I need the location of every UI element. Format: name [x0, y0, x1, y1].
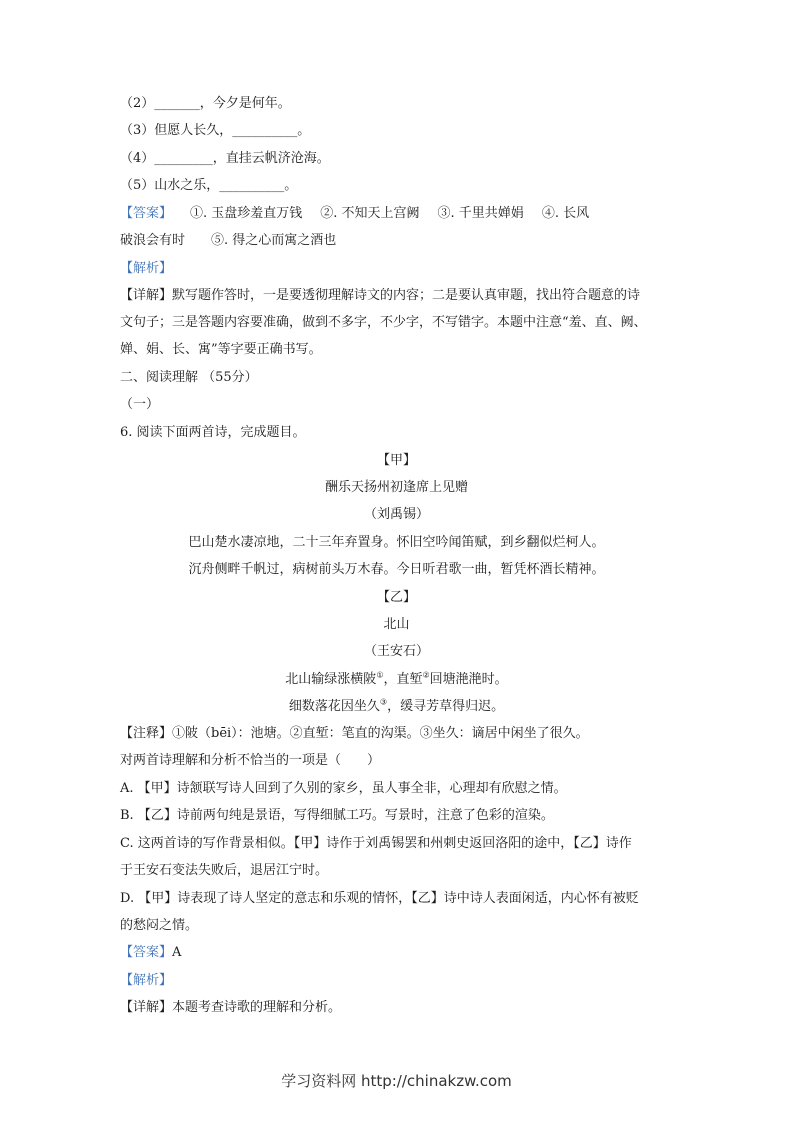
poem-b-line-1-part-c: 回塘滟滟时。	[429, 672, 508, 687]
answer-part-3: ③. 千里共婵娟	[437, 206, 524, 221]
answer-part-4-cont: 破浪会有时	[120, 233, 186, 248]
answer-part-5: ⑤. 得之心而寓之酒也	[211, 233, 337, 248]
poem-b-line-1	[0, 671, 793, 689]
analysis-tag-1: 【解析】	[120, 261, 173, 276]
poem-a-line-1: 巴山楚水凄凉地，二十三年弃置身。怀旧空吟闻笛赋，到乡翻似烂柯人。	[188, 535, 605, 550]
question-stem: 对两首诗理解和分析不恰当的一项是（ ）	[120, 753, 381, 768]
poem-b-title: 北山	[383, 617, 410, 632]
analysis-tag-2: 【解析】	[120, 973, 173, 988]
option-a: A. 【甲】诗颔联写诗人回到了久别的家乡，虽人事全非，心理却有欣慰之情。	[120, 781, 567, 796]
detail-tag-1: 【详解】	[120, 288, 173, 303]
poem-b-label: 【乙】	[376, 590, 416, 605]
answer-line-q6	[120, 944, 680, 962]
answer-part-1: ①. 玉盘珍羞直万钱	[190, 206, 303, 221]
poem-b-line-1-part-b: ，直堑	[383, 672, 423, 687]
question-6-prompt: 6. 阅读下面两首诗，完成题目。	[120, 425, 306, 440]
answer-tag: 【答案】	[120, 206, 173, 221]
poem-a-label: 【甲】	[376, 453, 416, 468]
option-d-line-1: D. 【甲】诗表现了诗人坚定的意志和乐观的情怀，【乙】诗中诗人表面闲适，内心怀有被贬	[120, 891, 639, 906]
footer-watermark: 学习资料网 http://chinakzw.com	[281, 1072, 512, 1090]
answer-line-2	[120, 232, 680, 250]
fill-item-5: （5）山水之乐，__________。	[120, 178, 298, 193]
detail-line-1	[120, 287, 680, 305]
detail-line-2: 文句子；三是答题内容要准确，做到不多字，不少字，不写错字。本题中注意“羞、直、阙、	[120, 315, 647, 330]
poem-b-line-1-part-a: 北山输绿涨横陂	[285, 672, 377, 687]
poem-a-line-2: 沉舟侧畔千帆过，病树前头万木春。今日听君歌一曲，暂凭杯酒长精神。	[188, 562, 605, 577]
poem-b-line-2-part-a: 细数落花因坐久	[288, 699, 380, 714]
poem-a-author: （刘禹锡）	[363, 507, 429, 522]
subsection-heading: （一）	[120, 397, 160, 412]
detail-tag-2: 【详解】	[120, 1000, 173, 1015]
poem-b-line-2	[0, 698, 793, 716]
option-c-line-1: C. 这两首诗的写作背景相似。【甲】诗作于刘禹锡罢和州刺史返回洛阳的途中，【乙】诗作	[120, 836, 632, 851]
detail-line-q6	[120, 999, 680, 1017]
section-heading: 二、阅读理解 （55分）	[120, 370, 258, 385]
annotation-note: 【注释】①陂（bēi）：池塘。②直堑：笔直的沟渠。③坐久：谪居中闲坐了很久。	[120, 726, 589, 741]
poem-b-line-2-part-b: ，缓寻芳草得归迟。	[387, 699, 505, 714]
fill-item-4: （4）_________，直挂云帆济沧海。	[120, 151, 330, 166]
answer-line-1	[120, 205, 680, 223]
answer-part-4: ④. 长风	[541, 206, 590, 221]
option-d-line-2: 的愁闷之情。	[120, 918, 199, 933]
detail-text-1: 默写题作答时，一是要透彻理解诗文的内容；二是要认真审题，找出符合题意的诗	[172, 288, 641, 303]
detail-line-3: 婵、娟、长、寓”等字要正确书写。	[120, 342, 322, 357]
answer-value: A	[172, 945, 182, 960]
fill-item-2: （2）_______，今夕是何年。	[120, 96, 291, 111]
answer-tag-2: 【答案】	[120, 945, 173, 960]
footnote-marker-1: ①	[376, 670, 384, 680]
footnote-marker-2: ②	[422, 670, 430, 680]
detail-text-2: 本题考查诗歌的理解和分析。	[172, 1000, 342, 1015]
answer-part-2: ②. 不知天上宫阙	[320, 206, 420, 221]
footnote-marker-3: ③	[379, 697, 388, 707]
poem-b-author: （王安石）	[363, 644, 429, 659]
option-b: B. 【乙】诗前两句纯是景语，写得细腻工巧。写景时，注意了色彩的渲染。	[120, 808, 554, 823]
poem-a-title: 酬乐天扬州初逢席上见赠	[324, 480, 468, 495]
fill-item-3: （3）但愿人长久，__________。	[120, 123, 311, 138]
option-c-line-2: 于王安石变法失败后，退居江宁时。	[120, 863, 329, 878]
